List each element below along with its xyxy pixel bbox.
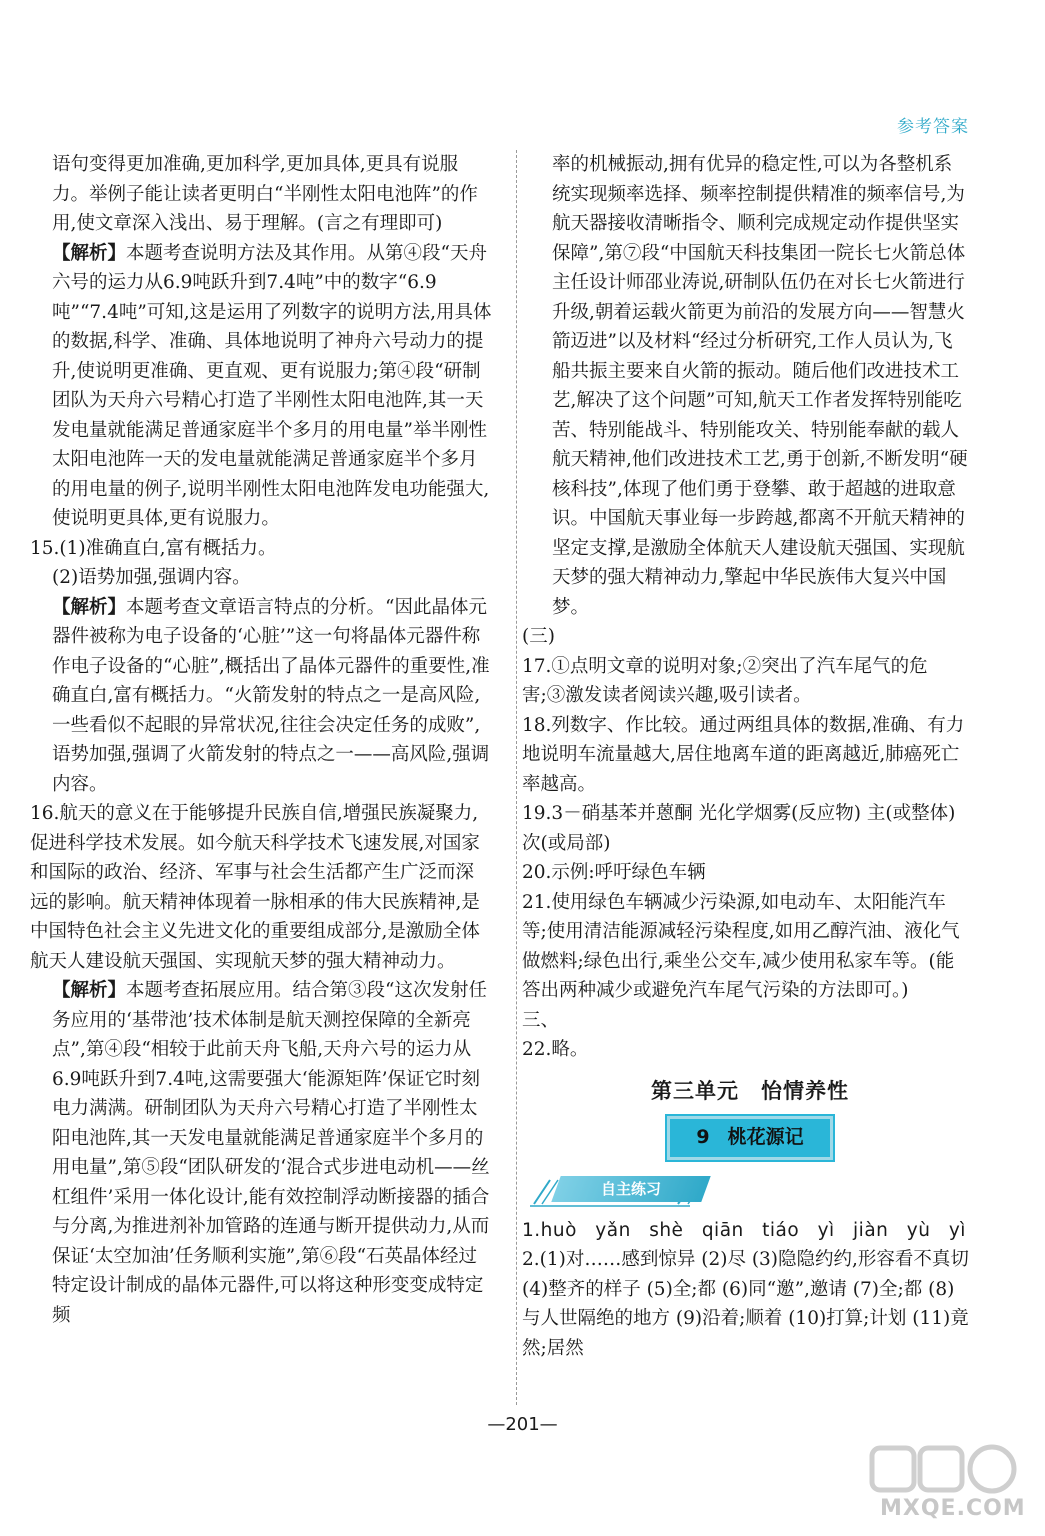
question-20: 20.示例:呼吁绿色车辆 (522, 862, 706, 883)
analysis-label: 【解析】 (52, 242, 127, 264)
analysis-label: 【解析】 (52, 596, 127, 618)
practice-tag: 自主练习 (551, 1176, 710, 1202)
question-17: 17.①点明文章的说明对象;②突出了汽车尾气的危害;③激发读者阅读兴趣,吸引读者。 (522, 655, 928, 706)
analysis-block (52, 593, 492, 800)
question-18: 18.列数字、作比较。通过两组具体的数据,准确、有力地说明车流量越大,居住地离车道的距离越近,肺癌死亡率越高。 (522, 714, 965, 795)
lesson-title-box (667, 1116, 832, 1160)
page-number: —201— (487, 1414, 558, 1435)
section-three-heading: 三、 (522, 1009, 560, 1031)
answer-1-pinyin: 1.huò yǎn shè qiān tiáo yì jiàn yù yì (522, 1219, 966, 1241)
analysis-block (52, 976, 492, 1330)
column-divider (516, 150, 517, 1405)
lesson-header (530, 1116, 970, 1160)
lesson-number: 9 (696, 1126, 710, 1148)
right-column (522, 150, 970, 1363)
analysis-continued: 率的机械振动,拥有优异的稳定性,可以为各整机系统实现频率选择、频率控制提供精准的频率信号,为航天器接收清晰指令、顺利完成规定动作提供坚实保障”,第⑦段“中国航天科技集团一院长七火箭总体主任设计师邵业涛说,研制队伍仍在对长七火箭进行升级,朝着运载火箭更为前沿的发展方向——智慧火箭迈进”以及材料“经过分析研究,工作人员认为,飞船共振主要来自火箭的振动。随后他们改进技术工艺,解决了这个问题”可知,航天工作者发挥特别能吃苦、特别能战斗、特别能攻关、特别能奉献的载人航天精神,他们改进技术工艺,勇于创新,不断发明“硬核科技”,体现了他们勇于登攀、敢于超越的进取意识。中国航天事业每一步跨越,都离不开航天精神的坚定支撑,是激励全体航天人建设航天强国、实现航天梦的强大精神动力,擎起中华民族伟大复兴中国梦。 (552, 154, 968, 618)
question-22: 22.略。 (522, 1039, 589, 1060)
answer-2: 2.(1)对……感到惊异 (2)尽 (3)隐隐约约,形容看不真切 (4)整齐的样子 (5)全;都 (6)同“邀”,邀请 (7)全;都 (8)与人世隔绝的地方 (9)沿着;顺着 (10)打算;计划 (11)竟然;居然 (522, 1249, 969, 1359)
analysis-label: 【解析】 (52, 980, 127, 1001)
section-3-heading: (三) (522, 626, 555, 647)
question-21: 21.使用绿色车辆减少污染源,如电动车、太阳能汽车等;使用清洁能源减轻污染程度,如用乙醇汽油、液化气做燃料;绿色出行,乘坐公交车,减少使用私家车等。(能答出两种减少或避免汽车尾气污染的方法即可。) (522, 891, 960, 1001)
watermark-text: MXQE.COM (880, 1496, 1026, 1521)
question-15-part2: (2)语势加强,强调内容。 (52, 567, 251, 588)
practice-tag-area (530, 1172, 970, 1208)
question-15: 15.(1)准确直白,富有概括力。 (30, 537, 277, 559)
question-16: 16.航天的意义在于能够提升民族自信,增强民族凝聚力,促进科学技术发展。如今航天科学技术飞速发展,对国家和国际的政治、经济、军事与社会生活都产生广泛而深远的影响。航天精神体现着一脉相承的伟大民族精神,是中国特色社会主义先进文化的重要组成部分,是激励全体航天人建设航天强国、实现航天梦的强大精神动力。 (30, 803, 480, 972)
header-tag: 参考答案 (897, 117, 969, 137)
lesson-title: 桃花源记 (727, 1126, 804, 1148)
analysis-block (52, 239, 492, 534)
analysis-text: 本题考查拓展应用。结合第③段“这次发射任务应用的‘基带池’技术体制是航天测控保障的全新亮点”,第④段“相较于此前天舟飞船,天舟六号的运力从6.9吨跃升到7.4吨,这需要强大‘能源矩阵’保证它时刻电力满满。研制团队为天舟六号精心打造了半刚性太阳电池阵,其一天发电量就能满足普通家庭半个多月的用电量”,第⑤段“团队研发的‘混合式步进电动机——丝杠组件’采用一体化设计,能有效控制浮动断接器的插合与分离,为推进剂补加管路的连通与断开提供动力,从而保证‘太空加油’任务顺利实施”,第⑥段“石英晶体经过特定设计制成的晶体元器件,可以将这种形变变成特定频 (52, 980, 490, 1326)
analysis-text: 本题考查说明方法及其作用。从第④段“天舟六号的运力从6.9吨跃升到7.4吨”中的数字“6.9吨”“7.4吨”可知,这是运用了列数字的说明方法,用具体的数据,科学、准确、具体地说明了神舟六号动力的提升,使说明更准确、更直观、更有说服力;第④段“研制团队为天舟六号精心打造了半刚性太阳电池阵,其一天发电量就能满足普通家庭半个多月的用电量”举半刚性太阳电池阵一天的发电量就能满足普通家庭半个多月的用电量的例子,说明半刚性太阳电池阵发电功能强大,使说明更具体,更有说服力。 (52, 242, 492, 529)
unit-title: 第三单元 怡情养性 (651, 1078, 849, 1103)
left-column (30, 150, 492, 1330)
question-19: 19.3－硝基苯并蒽酮 光化学烟雾(反应物) 主(或整体) 次(或局部) (522, 803, 956, 854)
analysis-text: 本题考查文章语言特点的分析。“因此晶体元器件被称为电子设备的‘心脏’”这一句将晶体元器件称作电子设备的“心脏”,概括出了晶体元器件的重要性,准确直白,富有概括力。“火箭发射的特点之一是高风险,一些看似不起眼的异常状况,往往会决定任务的成败”,语势加强,强调了火箭发射的特点之一——高风险,强调内容。 (52, 596, 490, 795)
answer-text: 语句变得更加准确,更加科学,更加具体,更具有说服力。举例子能让读者更明白“半刚性太阳电池阵”的作用,使文章深入浅出、易于理解。(言之有理即可) (52, 154, 478, 234)
